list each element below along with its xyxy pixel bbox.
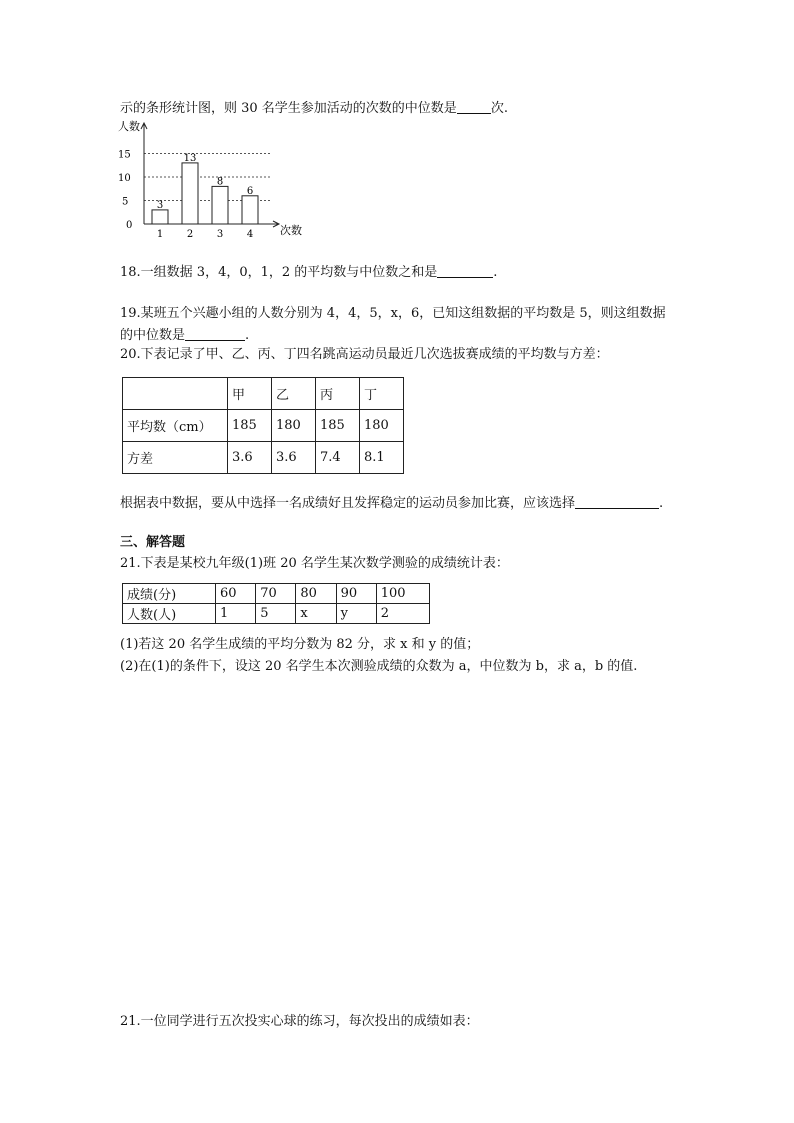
q20-tail: . bbox=[659, 496, 664, 511]
data-label: 3 bbox=[156, 199, 164, 211]
q18-answer-blank[interactable] bbox=[437, 263, 493, 278]
q19-line2-text: 的中位数是 bbox=[120, 328, 186, 343]
q21a-part1: (1)若这 20 名学生成绩的平均分数为 82 分，求 x 和 y 的值； bbox=[120, 637, 480, 652]
q20-table bbox=[122, 377, 404, 474]
q18-line bbox=[120, 263, 497, 282]
table-cell: 2 bbox=[376, 604, 429, 624]
table-cell: 1 bbox=[216, 604, 256, 624]
q21a-intro: 21.下表是某校九年级(1)班 20 名学生某次数学测验的成绩统计表： bbox=[120, 556, 509, 571]
table-cell: 甲 bbox=[228, 378, 272, 410]
table-cell: 方差 bbox=[123, 442, 228, 474]
table-cell: 185 bbox=[228, 410, 272, 442]
bar bbox=[242, 196, 258, 224]
q18-text: 18.一组数据 3，4，0，1，2 的平均数与中位数之和是 bbox=[120, 265, 438, 280]
q17-tail: 次. bbox=[490, 101, 508, 116]
x-tick-label: 4 bbox=[246, 229, 254, 240]
table-cell: 185 bbox=[316, 410, 360, 442]
table-row bbox=[123, 604, 430, 624]
q20-answer-blank[interactable] bbox=[575, 494, 659, 509]
q19-line1: 19.某班五个兴趣小组的人数分别为 4，4，5，x，6，已知这组数据的平均数是 5，则这组数据 bbox=[120, 306, 666, 321]
y-tick-label: 15 bbox=[118, 149, 131, 161]
bar bbox=[152, 210, 168, 224]
table-row bbox=[123, 442, 404, 474]
x-tick-label: 2 bbox=[186, 229, 194, 240]
table-row bbox=[123, 378, 404, 410]
q19-tail: . bbox=[245, 328, 250, 343]
data-label: 13 bbox=[183, 152, 197, 164]
data-label: 6 bbox=[246, 185, 254, 197]
q17-text: 示的条形统计图，则 30 名学生参加活动的次数的中位数是 bbox=[120, 101, 457, 116]
q20-question: 根据表中数据，要从中选择一名成绩好且发挥稳定的运动员参加比赛，应该选择 bbox=[120, 496, 576, 511]
table-cell: 8.1 bbox=[360, 442, 404, 474]
table-cell: 70 bbox=[256, 584, 296, 604]
section-title: 三、解答题 bbox=[120, 535, 186, 550]
table-cell: 80 bbox=[296, 584, 336, 604]
table-cell: x bbox=[296, 604, 336, 624]
table-cell: 5 bbox=[256, 604, 296, 624]
q19-answer-blank[interactable] bbox=[185, 326, 245, 341]
y-tick-label: 0 bbox=[126, 220, 133, 231]
q21b-intro: 21.一位同学进行五次投实心球的练习，每次投出的成绩如表： bbox=[120, 1014, 479, 1029]
table-row bbox=[123, 410, 404, 442]
q20-question-line bbox=[120, 494, 663, 513]
q19-line2 bbox=[120, 326, 249, 345]
table-cell: 3.6 bbox=[272, 442, 316, 474]
table-cell bbox=[123, 378, 228, 410]
data-label: 8 bbox=[216, 176, 224, 188]
table-cell: y bbox=[336, 604, 376, 624]
table-row bbox=[123, 584, 430, 604]
table-cell: 人数(人) bbox=[123, 604, 216, 624]
q17-line bbox=[120, 99, 508, 118]
q21a-table bbox=[122, 583, 430, 624]
q18-tail: . bbox=[493, 265, 498, 280]
table-cell: 丙 bbox=[316, 378, 360, 410]
q20-intro: 20.下表记录了甲、乙、丙、丁四名跳高运动员最近几次选拔赛成绩的平均数与方差： bbox=[120, 347, 609, 362]
y-tick-label: 5 bbox=[122, 196, 129, 208]
table-cell: 180 bbox=[360, 410, 404, 442]
table-cell: 7.4 bbox=[316, 442, 360, 474]
x-tick-label: 3 bbox=[216, 229, 224, 240]
bar-chart bbox=[112, 118, 312, 240]
bar bbox=[182, 163, 198, 224]
table-cell: 90 bbox=[336, 584, 376, 604]
table-cell: 60 bbox=[216, 584, 256, 604]
bar bbox=[212, 186, 228, 224]
x-axis-label: 次数 bbox=[280, 224, 302, 237]
table-cell: 180 bbox=[272, 410, 316, 442]
table-cell: 成绩(分) bbox=[123, 584, 216, 604]
y-axis-label: 人数 bbox=[118, 120, 140, 133]
y-tick-label: 10 bbox=[118, 173, 131, 184]
table-cell: 100 bbox=[376, 584, 429, 604]
table-cell: 丁 bbox=[360, 378, 404, 410]
q21a-part2: (2)在(1)的条件下，设这 20 名学生本次测验成绩的众数为 a，中位数为 b，求 a，b 的值. bbox=[120, 659, 638, 674]
table-cell: 3.6 bbox=[228, 442, 272, 474]
q17-answer-blank[interactable] bbox=[457, 99, 491, 114]
x-tick-label: 1 bbox=[156, 229, 164, 240]
table-cell: 平均数（cm） bbox=[123, 410, 228, 442]
table-cell: 乙 bbox=[272, 378, 316, 410]
